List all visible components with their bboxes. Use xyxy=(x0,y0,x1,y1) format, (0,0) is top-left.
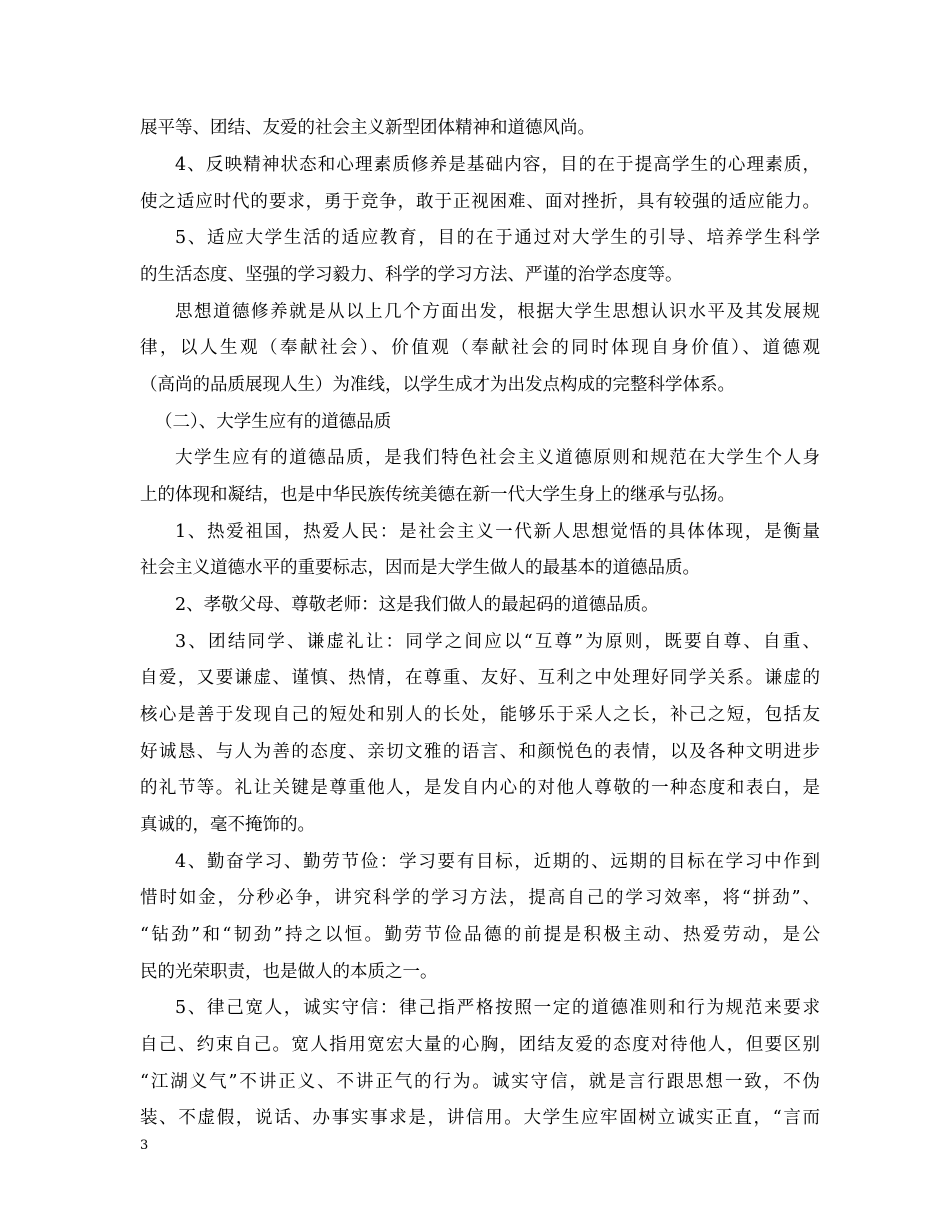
page-number: 3 xyxy=(140,1138,149,1153)
text-line: 5、律己宽人，诚实守信：律己指严格按照一定的道德准则和行为规范来要求 xyxy=(175,998,820,1018)
text-line: 装、不虚假，说话、办事实事求是，讲信用。大学生应牢固树立诚实正直，“言而 xyxy=(140,1108,820,1128)
text-line: 自爱，又要谦虚、谨慎、热情，在尊重、友好、互利之中处理好同学关系。谦虚的 xyxy=(140,668,820,688)
text-line: 核心是善于发现自己的短处和别人的长处，能够乐于采人之长，补己之短，包括友 xyxy=(140,705,820,725)
text-line: 5、适应大学生活的适应教育，目的在于通过对大学生的引导、培养学生科学 xyxy=(175,228,820,248)
text-line: 自己、约束自己。宽人指用宽宏大量的心胸，团结友爱的态度对待他人，但要区别 xyxy=(140,1035,820,1055)
text-line: 民的光荣职责，也是做人的本质之一。 xyxy=(140,962,438,982)
text-line: 上的体现和凝结，也是中华民族传统美德在新一代大学生身上的继承与弘扬。 xyxy=(140,485,735,505)
text-line: 真诚的，毫不掩饰的。 xyxy=(140,815,315,835)
text-line: 使之适应时代的要求，勇于竞争，敢于正视困难、面对挫折，具有较强的适应能力。 xyxy=(140,192,820,212)
text-line: 律，以人生观（奉献社会）、价值观（奉献社会的同时体现自身价值）、道德观 xyxy=(140,338,820,358)
text-line: 好诚恳、与人为善的态度、亲切文雅的语言、和颜悦色的表情，以及各种文明进步 xyxy=(140,742,820,762)
text-line: 惜时如金，分秒必争，讲究科学的学习方法，提高自己的学习效率，将“拼劲”、 xyxy=(140,888,820,908)
text-line: “钻劲”和“韧劲”持之以恒。勤劳节俭品德的前提是积极主动、热爱劳动，是公 xyxy=(140,925,820,945)
text-line: “江湖义气”不讲正义、不讲正气的行为。诚实守信，就是言行跟思想一致，不伪 xyxy=(140,1072,820,1092)
text-line: 的礼节等。礼让关键是尊重他人，是发自内心的对他人尊敬的一种态度和表白，是 xyxy=(140,778,820,798)
text-line: 大学生应有的道德品质，是我们特色社会主义道德原则和规范在大学生个人身 xyxy=(175,448,820,468)
text-line: 的生活态度、坚强的学习毅力、科学的学习方法、严谨的治学态度等。 xyxy=(140,265,683,285)
text-line: 1、热爱祖国，热爱人民：是社会主义一代新人思想觉悟的具体体现，是衡量 xyxy=(175,522,820,542)
section-heading: （二）、大学生应有的道德品质 xyxy=(155,412,392,432)
text-line: 4、勤奋学习、勤劳节俭：学习要有目标，近期的、远期的目标在学习中作到 xyxy=(175,852,820,872)
text-line: 社会主义道德水平的重要标志，因而是大学生做人的最基本的道德品质。 xyxy=(140,558,700,578)
text-line: 展平等、团结、友爱的社会主义新型团体精神和道德风尚。 xyxy=(140,118,595,138)
text-line: 3、团结同学、谦虚礼让：同学之间应以“互尊”为原则，既要自尊、自重、 xyxy=(175,632,820,652)
text-line: 2、孝敬父母、尊敬老师：这是我们做人的最起码的道德品质。 xyxy=(175,595,659,615)
text-line: （高尚的品质展现人生）为准线，以学生成才为出发点构成的完整科学体系。 xyxy=(140,375,735,395)
text-line: 4、反映精神状态和心理素质修养是基础内容，目的在于提高学生的心理素质， xyxy=(175,155,820,175)
text-line: 思想道德修养就是从以上几个方面出发，根据大学生思想认识水平及其发展规 xyxy=(175,302,820,322)
